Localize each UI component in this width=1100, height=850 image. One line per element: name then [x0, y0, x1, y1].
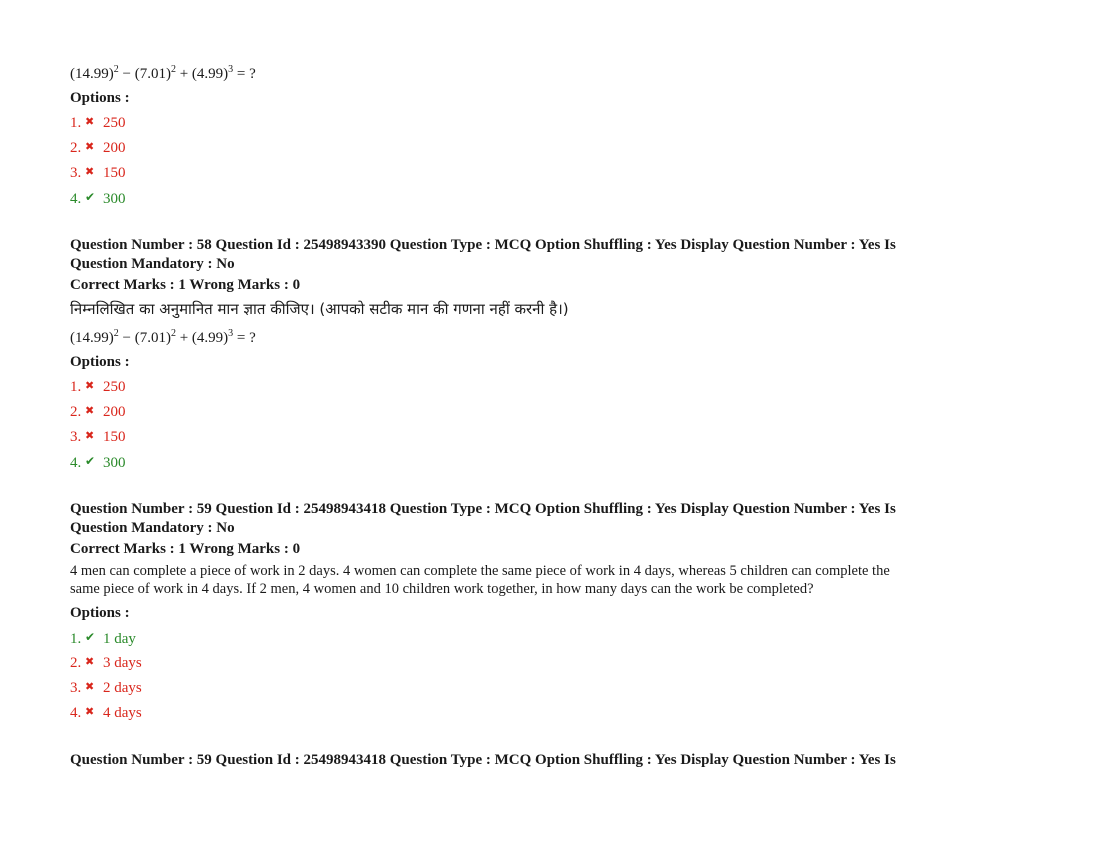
option-number: 4.	[70, 455, 82, 471]
question-block-previous	[70, 62, 1030, 210]
option-text: 250	[103, 115, 126, 131]
cross-icon: ✖	[85, 166, 95, 178]
option-item	[70, 449, 1030, 474]
question-meta-line: Question Mandatory : No	[70, 256, 235, 272]
expr-part: − (7.01)	[118, 66, 171, 82]
option-text: 2 days	[103, 680, 142, 696]
option-number: 2.	[70, 140, 82, 156]
option-item	[70, 700, 1030, 725]
math-expression	[70, 326, 1030, 350]
cross-icon: ✖	[85, 116, 95, 128]
expr-exponent: 2	[170, 328, 176, 339]
question-58	[70, 236, 1030, 474]
cross-icon: ✖	[85, 141, 95, 153]
check-icon: ✔	[85, 630, 96, 644]
option-number: 1.	[70, 379, 82, 395]
option-text: 300	[103, 191, 126, 207]
expr-part: − (7.01)	[118, 330, 171, 346]
cross-icon: ✖	[85, 681, 95, 693]
options-label: Options :	[70, 354, 130, 370]
option-item	[70, 424, 1030, 449]
option-number: 3.	[70, 165, 82, 181]
option-text: 200	[103, 404, 126, 420]
option-number: 2.	[70, 404, 82, 420]
option-item	[70, 625, 1030, 650]
option-item	[70, 675, 1030, 700]
option-number: 1.	[70, 631, 82, 647]
question-paper	[70, 58, 1030, 770]
expr-part: + (4.99)	[175, 66, 229, 82]
expr-exponent: 2	[113, 328, 119, 339]
option-number: 3.	[70, 429, 82, 445]
question-meta-line: Question Number : 59 Question Id : 25498943418 Question Type : MCQ Option Shuffling : Yes Display Question Number : Yes Is	[70, 752, 896, 768]
option-text: 250	[103, 379, 126, 395]
expr-exponent: 2	[170, 64, 176, 75]
question-meta-line: Question Number : 59 Question Id : 25498943418 Question Type : MCQ Option Shuffling : Yes Display Question Number : Yes Is	[70, 501, 896, 517]
option-number: 4.	[70, 705, 82, 721]
marks-info: Correct Marks : 1 Wrong Marks : 0	[70, 541, 301, 557]
expr-part: = ?	[233, 66, 256, 82]
check-icon: ✔	[85, 190, 96, 204]
check-icon: ✔	[85, 454, 96, 468]
option-text: 4 days	[103, 705, 142, 721]
option-item	[70, 160, 1030, 185]
option-text: 150	[103, 165, 126, 181]
option-item	[70, 399, 1030, 424]
question-meta	[70, 751, 1030, 770]
option-number: 1.	[70, 115, 82, 131]
cross-icon: ✖	[85, 380, 95, 392]
option-number: 3.	[70, 680, 82, 696]
marks-info: Correct Marks : 1 Wrong Marks : 0	[70, 277, 301, 293]
question-meta-line: Question Number : 58 Question Id : 25498943390 Question Type : MCQ Option Shuffling : Yes Display Question Number : Yes Is	[70, 237, 896, 253]
question-59-hindi	[70, 751, 1030, 770]
expr-part: = ?	[233, 330, 256, 346]
option-text: 200	[103, 140, 126, 156]
options-label: Options :	[70, 90, 130, 106]
expr-part: (14.99)	[70, 330, 114, 346]
question-text-line: 4 men can complete a piece of work in 2 days. 4 women can complete the same piece of work in 4 days, whereas 5 children can complete the	[70, 563, 890, 579]
option-text: 150	[103, 429, 126, 445]
cross-icon: ✖	[85, 706, 95, 718]
option-text: 300	[103, 455, 126, 471]
option-text: 1 day	[103, 631, 136, 647]
expr-part: (14.99)	[70, 66, 114, 82]
question-meta	[70, 236, 1030, 274]
question-59	[70, 500, 1030, 725]
cross-icon: ✖	[85, 430, 95, 442]
options-label: Options :	[70, 605, 130, 621]
expr-exponent: 3	[228, 328, 234, 339]
cross-icon: ✖	[85, 405, 95, 417]
expr-exponent: 2	[113, 64, 119, 75]
option-text: 3 days	[103, 655, 142, 671]
option-item	[70, 650, 1030, 675]
option-item	[70, 374, 1030, 399]
question-meta-line: Question Mandatory : No	[70, 520, 235, 536]
option-item	[70, 185, 1030, 210]
option-item	[70, 135, 1030, 160]
question-text-line: same piece of work in 4 days. If 2 men, 4 women and 10 children work together, in how many days can the work be completed?	[70, 581, 814, 597]
option-item	[70, 110, 1030, 135]
expr-part: + (4.99)	[175, 330, 229, 346]
math-expression	[70, 62, 1030, 86]
question-meta	[70, 500, 1030, 538]
expr-exponent: 3	[228, 64, 234, 75]
cross-icon: ✖	[85, 656, 95, 668]
option-number: 4.	[70, 191, 82, 207]
question-text	[70, 562, 1030, 598]
question-text-hindi: निम्नलिखित का अनुमानित मान ज्ञात कीजिए। (आपको सटीक मान की गणना नहीं करनी है।)	[70, 300, 569, 318]
option-number: 2.	[70, 655, 82, 671]
